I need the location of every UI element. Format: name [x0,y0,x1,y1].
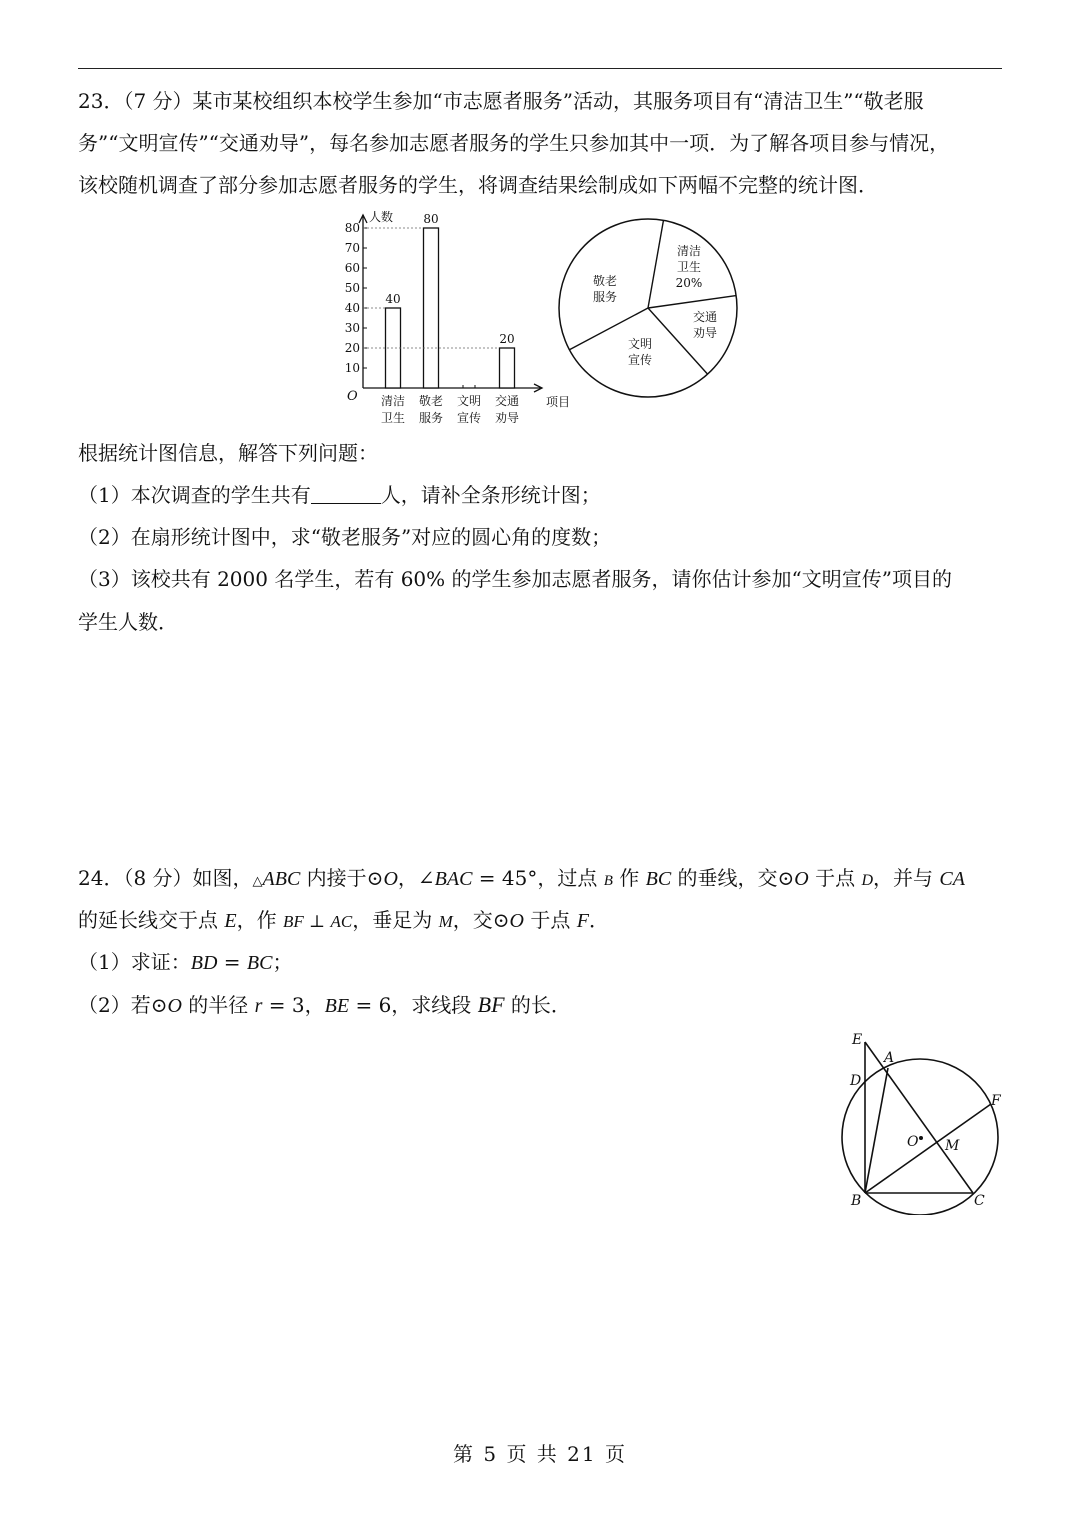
q23-part-1-text-b: 人，请补全条形统计图； [380,483,601,507]
q24-text: = 6，求线段 [349,993,478,1017]
x-tick-label: 文明 [456,394,482,408]
x-tick-label: 服务 [418,411,444,425]
geometry-figure [835,1025,1015,1215]
y-tick-label: 50 [344,281,360,295]
q24-math: O [383,868,398,890]
segment-ab [865,1068,888,1193]
q24-math: AC [330,912,353,931]
label-m: M [945,1138,960,1154]
label-b: B [851,1193,862,1209]
q24-text: （2）若⊙ [78,993,168,1017]
q23-part-3-line-1: （3）该校共有 2000 名学生，若有 60% 的学生参加志愿者服务，请你估计参加“文明宣传”项目的 [78,567,952,591]
q24-math: BD [190,952,218,974]
x-tick-label: 宣传 [456,411,482,425]
q24-text: ⊥ [303,912,331,932]
q24-math: B [603,873,613,889]
q24-math: E [224,910,237,932]
q24-text: ． [588,908,609,932]
q23-part-3-line-2: 学生人数． [78,610,178,634]
label-o: O [907,1134,919,1150]
y-tick-label: 10 [344,361,360,375]
q24-text: = 45°，过点 [472,866,604,890]
x-tick-label: 劝导 [494,411,520,425]
q23-part-1 [78,483,601,507]
q24-math: O [167,995,182,1017]
triangle-symbol: △ [252,874,263,889]
q24-math: ABC [262,868,301,890]
y-axis-label: 人数 [369,210,394,224]
y-tick-label: 80 [344,221,360,235]
pie-slice-label: 服务 [592,290,618,304]
q24-math: O [509,910,524,932]
bar-value-label: 80 [423,212,439,226]
q24-line-2 [78,908,609,934]
pie-slice-label: 宣传 [627,353,653,367]
q24-math: BAC [434,868,473,890]
q23-line-1: 23．（7 分）某市某校组织本校学生参加“市志愿者服务”活动，其服务项目有“清洁卫生”“敬老服 [78,89,924,113]
bar-chart [330,205,570,430]
q24-text: 作 [612,866,646,890]
bar [424,228,439,388]
q24-math: BF [477,992,505,1017]
q24-math: D [861,872,874,889]
q24-text: ，垂足为 [352,908,439,932]
q24-line-1 [78,866,965,894]
q24-math: BF [282,912,304,931]
pie-slice-label: 敬老 [592,274,618,288]
q24-text: 24．（8 分）如图， [78,866,253,890]
x-tick-label: 敬老 [418,394,444,408]
y-tick-label: 60 [344,261,360,275]
q24-text: 内接于⊙ [300,866,384,890]
x-axis-label: 项目 [546,395,570,409]
page-footer: 第 5 页 共 21 页 [453,1442,627,1466]
header-rule [78,68,1002,69]
q24-math: BC [246,952,273,974]
q24-text: 的长． [504,993,571,1017]
label-f: F [991,1093,1001,1109]
q24-text: ，∠ [397,866,435,890]
pie-chart [555,215,745,400]
q24-text: = [217,950,247,974]
x-tick-label: 交通 [494,394,520,408]
label-c: C [974,1193,985,1209]
q23-intro: 根据统计图信息，解答下列问题： [78,441,378,465]
q23-line-2: 务”“文明宣传”“交通劝导”，每名参加志愿者服务的学生只参加其中一项．为了解各项目参与情况， [78,131,950,155]
q24-part-1 [78,950,292,975]
origin-label: O [347,389,358,404]
q24-math: F [576,910,589,932]
x-tick-label: 清洁 [380,394,406,408]
bar-value-label: 20 [499,332,515,346]
y-tick-label: 20 [344,341,360,355]
pie-slice-label: 清洁 [676,244,702,258]
pie-slice-label: 20% [675,276,703,290]
q24-text: ，并与 [873,866,940,890]
q24-math: BC [645,868,672,890]
q24-text: ，交⊙ [452,908,510,932]
q24-math: CA [939,868,965,890]
q24-math: O [794,868,809,890]
q24-part-2 [78,993,571,1018]
y-tick-label: 40 [344,301,360,315]
answer-blank [311,485,381,504]
bar [500,348,515,388]
y-tick-label: 70 [344,241,360,255]
line-ec [865,1042,973,1193]
q24-text: = 3， [262,993,325,1017]
q24-text: 于点 [808,866,862,890]
q24-text: 的垂线，交⊙ [671,866,795,890]
q23-part-1-text-a: （1）本次调查的学生共有 [78,483,311,507]
q24-math: M [438,912,453,931]
pie-slice-label: 卫生 [676,260,702,274]
label-d: D [850,1073,862,1089]
q24-math: BE [324,995,350,1017]
label-e: E [852,1032,863,1048]
q24-math: r [254,995,263,1017]
y-tick-label: 30 [344,321,360,335]
label-a: A [884,1050,895,1066]
center-dot [919,1136,923,1140]
q24-text: ，作 [236,908,283,932]
q23-line-3: 该校随机调查了部分参加志愿者服务的学生，将调查结果绘制成如下两幅不完整的统计图． [78,173,878,197]
q24-text: （1）求证： [78,950,191,974]
x-tick-label: 卫生 [380,411,406,425]
pie-slice-label: 文明 [627,337,653,351]
q24-text: 的半径 [181,993,255,1017]
pie-slice-label: 劝导 [692,326,718,340]
q24-text: 于点 [524,908,577,932]
segment-bf [865,1104,991,1193]
bar-value-label: 40 [385,292,401,306]
q23-part-2: （2）在扇形统计图中，求“敬老服务”对应的圆心角的度数； [78,525,612,549]
q24-text: ； [272,950,293,974]
pie-slice-label: 交通 [692,310,718,324]
q24-text: 的延长线交于点 [78,908,225,932]
